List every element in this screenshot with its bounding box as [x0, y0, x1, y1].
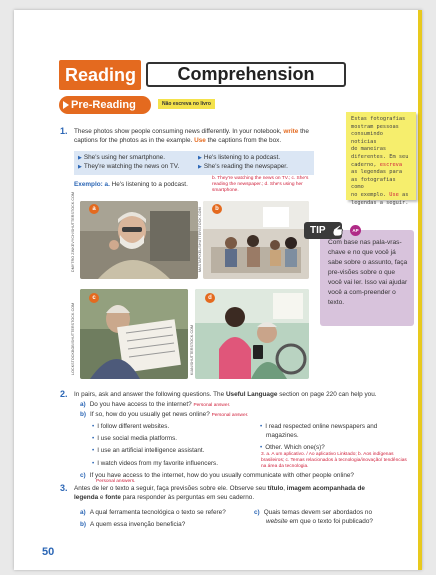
reading-label: Reading	[59, 60, 141, 90]
photo-d-credit: KIAN/SHUTTERSTOCK.COM	[190, 324, 194, 375]
photo-a-credit: DMYTRO ZINKEVYCH/SHUTTERSTOCK.COM	[71, 191, 75, 272]
q1-answer-note: b. They're watching the news on TV.; c. She's reading the newspaper.; d. She's using her smartphone.	[212, 176, 309, 193]
q1-example: Exemplo: a. He's listening to a podcast.	[74, 181, 188, 188]
photo-a-label: a	[89, 204, 99, 214]
tip-label: TIP	[304, 222, 342, 239]
q2-bullet: • Other. Which one(s)?	[260, 443, 325, 452]
q2-bullet: • I read respected online newspapers and	[260, 422, 377, 431]
caption-item: ▶ They're watching the news on TV.	[78, 163, 180, 170]
caption-item: ▶ She's using her smartphone.	[78, 154, 166, 161]
q3-item-a: a) A qual ferramenta tecnológica o texto se refere?	[80, 509, 226, 516]
textbook-page	[14, 10, 422, 570]
teacher-note: Estas fotografias mostram pessoas consumindo notícias de maneiras diferentes. Em seu caderno, escreva as legendas para as fotografias como no exemplo. Use as legendas a seguir.	[346, 112, 416, 200]
q3-answer-note: 3. a. A um aplicativo. / Ao aplicativo LinkIado; b. Aos indígenas brasileiros; c. Temas relacionados à tecnologia/inovação/ tendências na área da tecnologia.	[261, 452, 407, 469]
q2-item-b: b) If so, how do you usually get news online? Personal answer.	[80, 411, 249, 418]
q3-item-c: c) Quais temas devem ser abordados no website em que o texto foi publicado?	[254, 509, 373, 525]
pointing-hand-icon	[332, 223, 344, 237]
q2-bullet-cont: magazines.	[266, 432, 299, 439]
q2-item-c: c) If you have access to the internet, how do you usually communicate with other people online?	[80, 472, 354, 479]
photo-d-label: d	[205, 293, 215, 303]
tip-badge: AP	[350, 225, 361, 236]
q2-bullet: • I use an artificial intelligence assistant.	[92, 446, 204, 455]
photo-c-newspaper	[80, 289, 188, 379]
q2-bullet: • I watch videos from my favorite influencers.	[92, 459, 218, 468]
q2-c-answer: Personal answers.	[96, 479, 136, 484]
page-number: 50	[42, 546, 55, 558]
comprehension-label: Comprehension	[146, 62, 346, 87]
q3-instructions: Antes de ler o texto a seguir, faça previsões sobre ele. Observe seu título, imagem acompanhada de legenda e fonte para responder às perguntas em seu caderno.	[74, 485, 365, 501]
q2-item-a: a) Do you have access to the internet? Personal answer.	[80, 401, 231, 408]
photo-b-label: b	[212, 204, 222, 214]
photo-c-label: c	[89, 293, 99, 303]
photo-c-credit: LOCKSTOCKBOB/SHUTTERSTOCK.COM	[71, 302, 75, 375]
q1-number: 1.	[60, 126, 68, 136]
caption-item: ▶ She's reading the newspaper.	[198, 163, 288, 170]
no-write-badge: Não escreva no livro	[158, 99, 215, 109]
page-edge-stripe	[418, 10, 422, 570]
caption-item: ▶ He's listening to a podcast.	[198, 154, 281, 161]
tip-text: Com base nas pala-vras-chave e no que você já sabe sobre o assunto, faça pre-visões sobre o que você vai ler. Isso vai ajudar você a com-preender o texto.	[328, 239, 408, 306]
photo-b-credit: MASTAPIXEL/SHUTTERSTOCK.COM	[198, 207, 202, 272]
prereading-label: Pre-Reading	[59, 96, 151, 114]
q3-number: 3.	[60, 483, 68, 493]
q2-number: 2.	[60, 389, 68, 399]
q2-bullet: • I use social media platforms.	[92, 434, 177, 443]
photo-a-old-man-podcast	[80, 201, 198, 279]
q1-instructions: These photos show people consuming news differently. In your notebook, write the captions for the photos as in the example. Use the captions from the box.	[74, 128, 309, 144]
q3-item-b: b) A quem essa invenção beneficia?	[80, 521, 186, 528]
q2-bullet: • I follow different websites.	[92, 422, 169, 431]
q2-instructions: In pairs, ask and answer the following questions. The Useful Language section on page 220 can help you.	[74, 391, 377, 398]
